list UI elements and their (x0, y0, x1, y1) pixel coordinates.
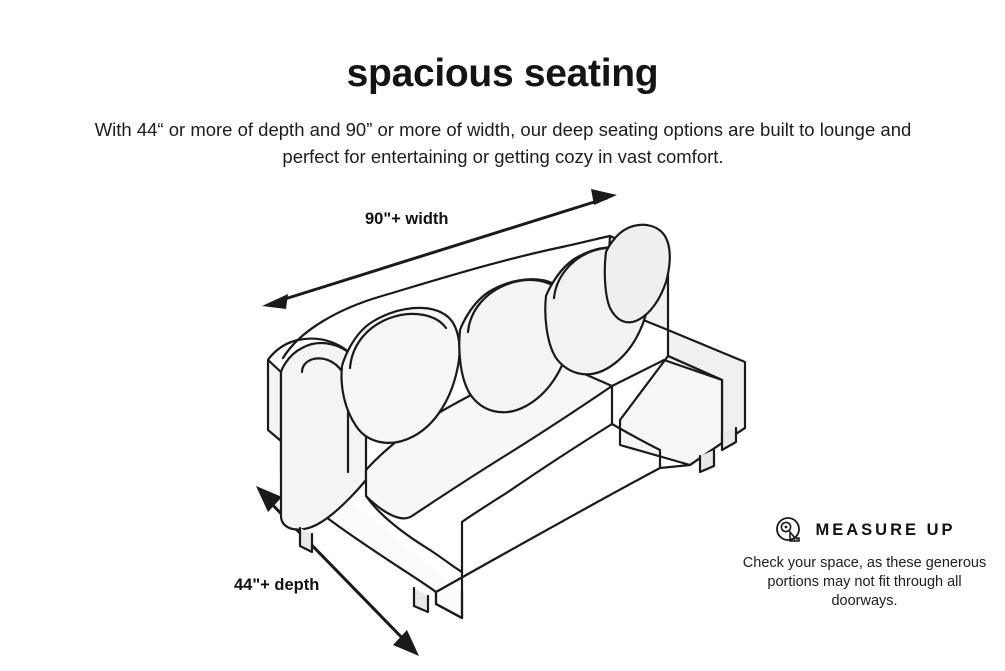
page-title: spacious seating (346, 52, 659, 95)
width-dimension-label: 90"+ width (365, 210, 449, 228)
measure-up-title: MEASURE UP (815, 520, 956, 539)
page-subtitle: With 44“ or more of depth and 90” or more of width, our deep seating options are built to lounge and perfect for entertaining or getting cozy in vast comfort. (94, 119, 912, 167)
measure-up-note: Check your space, as these generous portions may not fit through all doorways. (742, 555, 987, 609)
tape-measure-icon (773, 515, 803, 545)
depth-dimension-label: 44"+ depth (234, 576, 320, 594)
measure-up-callout (742, 513, 987, 611)
